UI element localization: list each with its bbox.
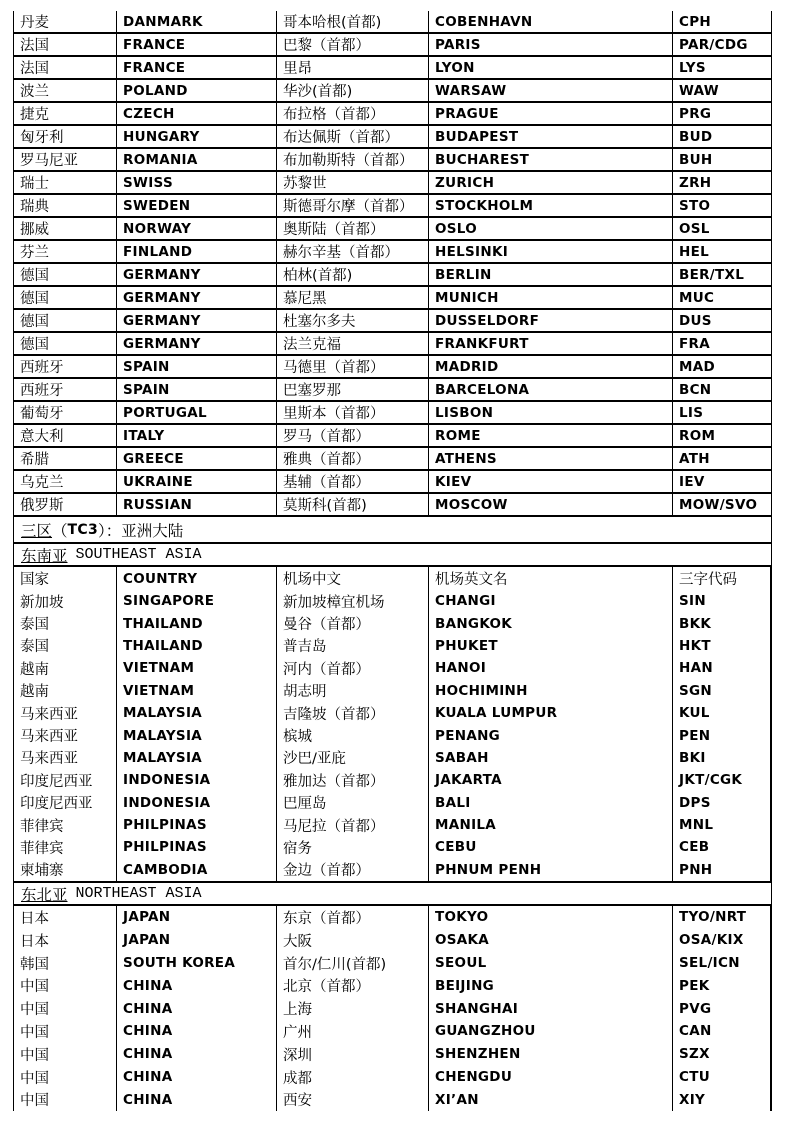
table-row xyxy=(14,172,771,195)
airport-en: ZURICH xyxy=(429,172,673,193)
country-en: HUNGARY xyxy=(117,126,277,147)
airport-en: PHNUM PENH xyxy=(429,859,673,881)
country-en: VIETNAM xyxy=(117,680,277,702)
airport-cn: 里昂 xyxy=(277,57,429,78)
airport-en: ROME xyxy=(429,425,673,446)
airport-code: ROM xyxy=(679,427,716,444)
country-en: SINGAPORE xyxy=(117,590,277,612)
country-cn: 捷克 xyxy=(14,103,117,124)
airport-cn: 首尔/仁川(首都) xyxy=(277,952,429,975)
airport-code: TYO/NRT xyxy=(673,906,771,929)
table-row xyxy=(14,1066,771,1089)
country-en: MALAYSIA xyxy=(117,724,277,746)
table-row xyxy=(14,218,771,241)
country-cn: 中国 xyxy=(14,974,117,997)
country-cn: 越南 xyxy=(14,680,117,702)
country-en: GERMANY xyxy=(117,264,277,285)
airport-cn: 里斯本（首都） xyxy=(277,402,429,423)
country-cn: 中国 xyxy=(14,997,117,1020)
country-cn: 中国 xyxy=(14,1020,117,1043)
airport-code: XIY xyxy=(673,1088,771,1111)
table-row xyxy=(14,836,771,858)
airport-cn: 沙巴/亚庇 xyxy=(277,747,429,769)
airport-code: PNH xyxy=(673,859,771,881)
airport-code: DPS xyxy=(673,792,771,814)
airport-cn: 布拉格（首都） xyxy=(277,103,429,124)
airport-code: DUS xyxy=(679,312,712,329)
europe-airport-table xyxy=(13,11,772,517)
country-cn: 西班牙 xyxy=(14,356,117,377)
airport-cn: 北京（首都） xyxy=(277,974,429,997)
airport-code: BER/TXL xyxy=(679,266,745,283)
table-row xyxy=(14,287,771,310)
country-en: JAPAN xyxy=(117,906,277,929)
country-cn: 越南 xyxy=(14,657,117,679)
country-cn: 芬兰 xyxy=(14,241,117,262)
airport-en: HELSINKI xyxy=(429,241,673,262)
country-en: PHILPINAS xyxy=(117,814,277,836)
country-cn: 新加坡 xyxy=(14,590,117,612)
table-row xyxy=(14,80,771,103)
country-cn: 日本 xyxy=(14,929,117,952)
country-en: GERMANY xyxy=(117,333,277,354)
airport-code: LYS xyxy=(679,59,706,76)
table-row xyxy=(14,929,771,952)
airport-cn: 雅加达（首都） xyxy=(277,769,429,791)
airport-cn: 吉隆坡（首都） xyxy=(277,702,429,724)
airport-code: CEB xyxy=(673,836,771,858)
table-row xyxy=(14,702,771,724)
country-cn: 意大利 xyxy=(14,425,117,446)
airport-code: ZRH xyxy=(679,174,712,191)
country-cn: 马来西亚 xyxy=(14,747,117,769)
airport-code: HEL xyxy=(679,243,710,260)
airport-en: HOCHIMINH xyxy=(429,680,673,702)
airport-cn: 马尼拉（首都） xyxy=(277,814,429,836)
country-cn: 泰国 xyxy=(14,612,117,634)
airport-en: XI’AN xyxy=(429,1088,673,1111)
country-cn: 波兰 xyxy=(14,80,117,101)
country-en: ROMANIA xyxy=(117,149,277,170)
country-en: FINLAND xyxy=(117,241,277,262)
airport-en: JAKARTA xyxy=(429,769,673,791)
airport-code: PAR/CDG xyxy=(679,36,748,53)
country-cn: 丹麦 xyxy=(14,11,117,32)
table-row xyxy=(14,494,771,517)
country-cn: 乌克兰 xyxy=(14,471,117,492)
country-cn: 挪威 xyxy=(14,218,117,239)
table-row xyxy=(14,635,771,657)
country-cn: 西班牙 xyxy=(14,379,117,400)
airport-code: PEK xyxy=(673,974,771,997)
airport-en: PENANG xyxy=(429,724,673,746)
country-en: CHINA xyxy=(117,1066,277,1089)
airport-en: ATHENS xyxy=(429,448,673,469)
airport-cn: 布加勒斯特（首都） xyxy=(277,149,429,170)
airport-en: CEBU xyxy=(429,836,673,858)
country-cn: 中国 xyxy=(14,1043,117,1066)
airport-code: SIN xyxy=(673,590,771,612)
airport-code: WAW xyxy=(679,82,719,99)
airport-en: MOSCOW xyxy=(429,494,673,515)
header-airport-code: 三字代码 xyxy=(673,567,771,590)
tc3-code: TC3 xyxy=(67,521,98,538)
header-airport-cn: 机场中文 xyxy=(277,567,429,590)
northeast-asia-en-label: NORTHEAST ASIA xyxy=(75,885,202,903)
country-en: PORTUGAL xyxy=(117,402,277,423)
country-cn: 匈牙利 xyxy=(14,126,117,147)
country-en: CHINA xyxy=(117,1020,277,1043)
table-row xyxy=(14,612,771,634)
airport-en: BALI xyxy=(429,792,673,814)
table-row xyxy=(14,814,771,836)
country-cn: 中国 xyxy=(14,1088,117,1111)
airport-code: BUH xyxy=(679,151,713,168)
country-cn: 德国 xyxy=(14,287,117,308)
airport-en: TOKYO xyxy=(429,906,673,929)
airport-cn: 基辅（首都） xyxy=(277,471,429,492)
country-cn: 柬埔寨 xyxy=(14,859,117,881)
table-header-row xyxy=(14,567,771,590)
airport-code: MNL xyxy=(673,814,771,836)
country-cn: 法国 xyxy=(14,57,117,78)
airport-cn: 金边（首都） xyxy=(277,859,429,881)
table-row xyxy=(14,859,771,881)
airport-code: BKI xyxy=(673,747,771,769)
table-row xyxy=(14,680,771,702)
airport-en: GUANGZHOU xyxy=(429,1020,673,1043)
country-cn: 俄罗斯 xyxy=(14,494,117,515)
country-cn: 瑞士 xyxy=(14,172,117,193)
airport-code: SZX xyxy=(673,1043,771,1066)
airport-cn: 新加坡樟宜机场 xyxy=(277,590,429,612)
airport-cn: 雅典（首都） xyxy=(277,448,429,469)
table-row xyxy=(14,103,771,126)
airport-cn: 巴黎（首都） xyxy=(277,34,429,55)
country-en: GERMANY xyxy=(117,310,277,331)
country-en: SOUTH KOREA xyxy=(117,952,277,975)
airport-code: IEV xyxy=(679,473,705,490)
airport-cn: 华沙(首都) xyxy=(277,80,429,101)
airport-code: CAN xyxy=(673,1020,771,1043)
airport-cn: 慕尼黑 xyxy=(277,287,429,308)
table-row xyxy=(14,792,771,814)
airport-en: SHENZHEN xyxy=(429,1043,673,1066)
header-country-en: COUNTRY xyxy=(117,567,277,590)
airport-cn: 河内（首都） xyxy=(277,657,429,679)
airport-cn: 莫斯科(首都) xyxy=(277,494,429,515)
airport-code: MOW/SVO xyxy=(679,496,758,513)
airport-en: FRANKFURT xyxy=(429,333,673,354)
tc3-region-rest: ）：亚洲大陆 xyxy=(98,521,184,540)
country-cn: 德国 xyxy=(14,264,117,285)
airport-cn: 成都 xyxy=(277,1066,429,1089)
airport-cn: 大阪 xyxy=(277,929,429,952)
tc3-section-title xyxy=(13,517,772,544)
country-en: CHINA xyxy=(117,1043,277,1066)
country-en: VIETNAM xyxy=(117,657,277,679)
airport-cn: 上海 xyxy=(277,997,429,1020)
country-en: CHINA xyxy=(117,997,277,1020)
country-cn: 瑞典 xyxy=(14,195,117,216)
table-row xyxy=(14,471,771,494)
country-en: JAPAN xyxy=(117,929,277,952)
country-en: PHILPINAS xyxy=(117,836,277,858)
airport-code: PVG xyxy=(673,997,771,1020)
table-row xyxy=(14,57,771,80)
table-row xyxy=(14,379,771,402)
southeast-asia-airport-table xyxy=(13,567,772,883)
country-en: SPAIN xyxy=(117,356,277,377)
country-cn: 韩国 xyxy=(14,952,117,975)
country-en: RUSSIAN xyxy=(117,494,277,515)
northeast-asia-airport-table xyxy=(13,906,772,1111)
airport-en: PARIS xyxy=(429,34,673,55)
airport-en: HANOI xyxy=(429,657,673,679)
country-en: CAMBODIA xyxy=(117,859,277,881)
airport-cn: 法兰克福 xyxy=(277,333,429,354)
country-en: SPAIN xyxy=(117,379,277,400)
country-en: UKRAINE xyxy=(117,471,277,492)
country-en: GREECE xyxy=(117,448,277,469)
airport-en: MANILA xyxy=(429,814,673,836)
header-country-cn: 国家 xyxy=(14,567,117,590)
country-cn: 马来西亚 xyxy=(14,724,117,746)
airport-en: LYON xyxy=(429,57,673,78)
airport-en: BANGKOK xyxy=(429,612,673,634)
airport-code: OSA/KIX xyxy=(673,929,771,952)
country-en: FRANCE xyxy=(117,34,277,55)
airport-en: BEIJING xyxy=(429,974,673,997)
country-cn: 希腊 xyxy=(14,448,117,469)
country-cn: 泰国 xyxy=(14,635,117,657)
table-row xyxy=(14,310,771,333)
table-row xyxy=(14,356,771,379)
table-row xyxy=(14,1020,771,1043)
table-row xyxy=(14,11,771,34)
airport-code: BCN xyxy=(679,381,712,398)
airport-code: SEL/ICN xyxy=(673,952,771,975)
airport-code: BUD xyxy=(679,128,713,145)
table-row xyxy=(14,149,771,172)
table-row xyxy=(14,1088,771,1111)
table-row xyxy=(14,906,771,929)
airport-cn: 胡志明 xyxy=(277,680,429,702)
table-row xyxy=(14,264,771,287)
table-row xyxy=(14,590,771,612)
country-cn: 德国 xyxy=(14,333,117,354)
country-en: POLAND xyxy=(117,80,277,101)
airport-code: STO xyxy=(679,197,711,214)
southeast-asia-section-title xyxy=(13,544,772,567)
airport-code: SGN xyxy=(673,680,771,702)
airport-en: OSAKA xyxy=(429,929,673,952)
airport-cn: 杜塞尔多夫 xyxy=(277,310,429,331)
table-row xyxy=(14,1043,771,1066)
table-row xyxy=(14,769,771,791)
airport-en: BARCELONA xyxy=(429,379,673,400)
country-cn: 葡萄牙 xyxy=(14,402,117,423)
country-en: THAILAND xyxy=(117,635,277,657)
table-row xyxy=(14,425,771,448)
table-row xyxy=(14,241,771,264)
airport-code: HKT xyxy=(673,635,771,657)
airport-cn: 斯德哥尔摩（首都） xyxy=(277,195,429,216)
airport-code: PEN xyxy=(673,724,771,746)
table-row xyxy=(14,747,771,769)
table-row xyxy=(14,402,771,425)
airport-en: BERLIN xyxy=(429,264,673,285)
country-en: MALAYSIA xyxy=(117,702,277,724)
airport-cn: 巴塞罗那 xyxy=(277,379,429,400)
airport-en: MADRID xyxy=(429,356,673,377)
airport-code: JKT/CGK xyxy=(673,769,771,791)
airport-cn: 普吉岛 xyxy=(277,635,429,657)
airport-cn: 柏林(首都) xyxy=(277,264,429,285)
country-en: CZECH xyxy=(117,103,277,124)
airport-en: COBENHAVN xyxy=(429,11,673,32)
country-cn: 印度尼西亚 xyxy=(14,769,117,791)
country-cn: 德国 xyxy=(14,310,117,331)
airport-code: LIS xyxy=(679,404,704,421)
airport-code: CTU xyxy=(673,1066,771,1089)
airport-code: KUL xyxy=(673,702,771,724)
country-en: CHINA xyxy=(117,1088,277,1111)
table-row xyxy=(14,952,771,975)
airport-en: SHANGHAI xyxy=(429,997,673,1020)
airport-code: OSL xyxy=(679,220,710,237)
airport-code: FRA xyxy=(679,335,710,352)
table-row xyxy=(14,997,771,1020)
airport-cn: 巴厘岛 xyxy=(277,792,429,814)
airport-code: PRG xyxy=(679,105,712,122)
airport-cn: 曼谷（首都） xyxy=(277,612,429,634)
airport-en: CHANGI xyxy=(429,590,673,612)
airport-cn: 宿务 xyxy=(277,836,429,858)
table-row xyxy=(14,657,771,679)
airport-en: SABAH xyxy=(429,747,673,769)
country-cn: 菲律宾 xyxy=(14,814,117,836)
airport-cn: 罗马（首都） xyxy=(277,425,429,446)
country-en: ITALY xyxy=(117,425,277,446)
airport-code: MUC xyxy=(679,289,715,306)
airport-en: PRAGUE xyxy=(429,103,673,124)
table-row xyxy=(14,195,771,218)
table-row xyxy=(14,448,771,471)
airport-en: BUCHAREST xyxy=(429,149,673,170)
airport-en: LISBON xyxy=(429,402,673,423)
airport-cn: 西安 xyxy=(277,1088,429,1111)
airport-en: OSLO xyxy=(429,218,673,239)
airport-cn: 深圳 xyxy=(277,1043,429,1066)
country-en: GERMANY xyxy=(117,287,277,308)
table-row xyxy=(14,34,771,57)
southeast-asia-en-label: SOUTHEAST ASIA xyxy=(75,546,202,563)
northeast-asia-zh-label: 东北亚 xyxy=(21,885,68,904)
airport-code: BKK xyxy=(673,612,771,634)
country-cn: 日本 xyxy=(14,906,117,929)
table-row xyxy=(14,333,771,356)
country-en: THAILAND xyxy=(117,612,277,634)
southeast-asia-zh-label: 东南亚 xyxy=(21,546,68,565)
airport-cn: 东京（首都） xyxy=(277,906,429,929)
country-en: MALAYSIA xyxy=(117,747,277,769)
airport-code: CPH xyxy=(679,13,712,30)
country-en: INDONESIA xyxy=(117,792,277,814)
airport-en: MUNICH xyxy=(429,287,673,308)
northeast-asia-section-title xyxy=(13,883,772,906)
airport-en: WARSAW xyxy=(429,80,673,101)
table-row xyxy=(14,126,771,149)
header-airport-en: 机场英文名 xyxy=(429,567,673,590)
country-en: CHINA xyxy=(117,974,277,997)
airport-cn: 布达佩斯（首都） xyxy=(277,126,429,147)
airport-en: DUSSELDORF xyxy=(429,310,673,331)
table-row xyxy=(14,974,771,997)
airport-cn: 马德里（首都） xyxy=(277,356,429,377)
airport-en: PHUKET xyxy=(429,635,673,657)
country-cn: 马来西亚 xyxy=(14,702,117,724)
airport-cn: 苏黎世 xyxy=(277,172,429,193)
airport-cn: 奥斯陆（首都） xyxy=(277,218,429,239)
country-en: FRANCE xyxy=(117,57,277,78)
country-en: DANMARK xyxy=(117,11,277,32)
country-cn: 印度尼西亚 xyxy=(14,792,117,814)
airport-code: ATH xyxy=(679,450,710,467)
airport-en: SEOUL xyxy=(429,952,673,975)
country-cn: 中国 xyxy=(14,1066,117,1089)
tc3-open-paren: （ xyxy=(52,521,68,540)
airport-en: KUALA LUMPUR xyxy=(429,702,673,724)
airport-en: BUDAPEST xyxy=(429,126,673,147)
country-en: SWEDEN xyxy=(117,195,277,216)
country-en: INDONESIA xyxy=(117,769,277,791)
country-en: NORWAY xyxy=(117,218,277,239)
country-cn: 菲律宾 xyxy=(14,836,117,858)
airport-code: HAN xyxy=(673,657,771,679)
airport-cn: 哥本哈根(首都) xyxy=(277,11,429,32)
country-en: SWISS xyxy=(117,172,277,193)
airport-cn: 赫尔辛基（首都） xyxy=(277,241,429,262)
table-row xyxy=(14,724,771,746)
airport-en: STOCKHOLM xyxy=(429,195,673,216)
tc3-region-label: 三区 xyxy=(21,521,53,540)
airport-en: KIEV xyxy=(429,471,673,492)
country-cn: 法国 xyxy=(14,34,117,55)
airport-code: MAD xyxy=(679,358,715,375)
airport-cn: 槟城 xyxy=(277,724,429,746)
airport-cn: 广州 xyxy=(277,1020,429,1043)
airport-en: CHENGDU xyxy=(429,1066,673,1089)
country-cn: 罗马尼亚 xyxy=(14,149,117,170)
